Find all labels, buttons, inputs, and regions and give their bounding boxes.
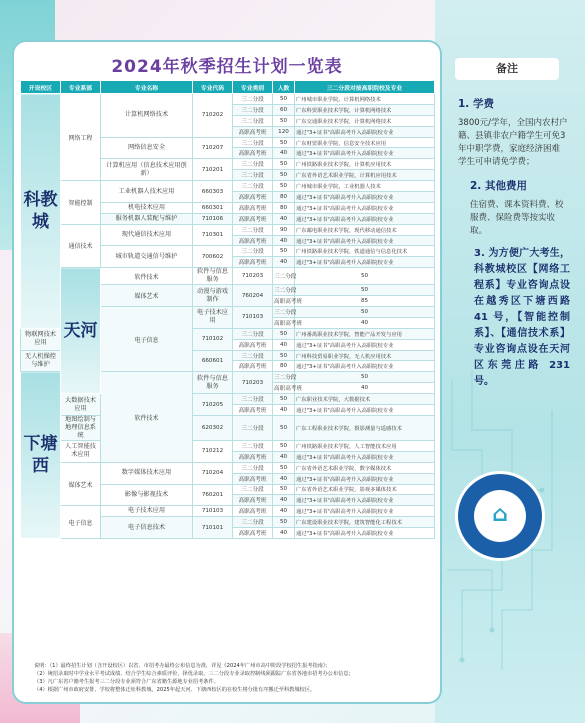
type-cell: 三二分段: [233, 394, 273, 405]
type-cell: 高职高考班: [233, 473, 273, 484]
table-row: [21, 224, 435, 235]
code-cell: 710204: [193, 462, 233, 484]
table-row: [21, 506, 435, 517]
dept-cell: 电子信息: [61, 506, 101, 539]
count-cell: 40: [273, 213, 295, 224]
school-cell: 通过"3+证书"高职高考升入高职院校专业: [295, 473, 435, 484]
code-cell: 760204: [233, 285, 273, 307]
code-cell: 710102: [193, 328, 233, 350]
note-line: （2）统招录取时中学业水平考试成绩、结合学生综合素质评价，择优录取，三二分段专业录取控制线须跟踪广东省各地市招考办公布信息；: [34, 671, 354, 677]
note-line: （4）根据广州市政府安排，学校将整体迁址科教城，2025年起天河、下塘西校区的在校生将分批有序搬迁至科教城校区。: [34, 687, 316, 693]
school-cell: 通过"3+证书"高职高考升入高职院校专业: [295, 202, 435, 213]
count-cell: 50: [273, 159, 295, 170]
school-logo: [458, 474, 542, 558]
type-cell: 高职高考班: [233, 235, 273, 246]
code-cell: 710207: [193, 137, 233, 159]
school-cell: 广州铁路职业技术学院，铁道通信与信息化技术: [295, 246, 435, 257]
type-cell: 高职高考班: [233, 405, 273, 416]
major-cell: 人工智能技术应用: [61, 440, 101, 462]
enrollment-table: [20, 80, 435, 539]
count-cell: 50: [273, 137, 295, 148]
major-cell: 无人机操控与维护: [21, 350, 61, 372]
school-cell: 通过"3+证书"高职高考升入高职院校专业: [295, 257, 435, 268]
school-cell: 广州番禺职业技术学院，智能产品开发与应用: [295, 328, 435, 339]
count-cell: 40: [295, 383, 435, 394]
school-cell: 通过"3+证书"高职高考升入高职院校专业: [295, 528, 435, 539]
count-cell: 50: [273, 170, 295, 181]
type-cell: 高职高考班: [273, 296, 295, 307]
code-cell: 710201: [193, 159, 233, 181]
remark-tuition-body: 3800元/学年，全国内农村户籍、县镇非农户籍学生可免3年中职学费，家庭经济困难学生可申请免学费；: [458, 118, 568, 167]
school-cell: 广东科贸职业技术学院，计算机网络技术: [295, 104, 435, 115]
count-cell: 50: [273, 350, 295, 361]
remark-other-fees-title: 2. 其他费用: [470, 180, 527, 192]
school-cell: 通过"3+证书"高职高考升入高职院校专业: [295, 235, 435, 246]
count-cell: 40: [273, 495, 295, 506]
count-cell: 50: [273, 462, 295, 473]
code-cell: 710202: [193, 94, 233, 138]
type-cell: 三二分段: [233, 104, 273, 115]
school-cell: 广州城市职业学院，工业机器人技术: [295, 181, 435, 192]
dept-cell: 通信技术: [61, 224, 101, 268]
major-cell: 服务机器人装配与维护: [101, 213, 193, 224]
count-cell: 50: [295, 285, 435, 296]
count-cell: 80: [273, 361, 295, 372]
remark-tuition: [458, 96, 568, 169]
table-row: [21, 181, 435, 192]
count-cell: 40: [273, 339, 295, 350]
school-cell: 广东工程职业技术学院，摄影测量与遥感技术: [295, 415, 435, 440]
type-cell: 三二分段: [233, 415, 273, 440]
table-header-row: [21, 81, 435, 94]
type-cell: 高职高考班: [233, 339, 273, 350]
type-cell: 三二分段: [233, 350, 273, 361]
count-cell: 40: [273, 257, 295, 268]
school-cell: 广东职业技术学院，大数据技术: [295, 394, 435, 405]
logo-emblem-icon: ⌂: [492, 502, 508, 527]
count-cell: 50: [295, 372, 435, 383]
count-cell: 50: [273, 246, 295, 257]
major-cell: 地图绘制与地理信息系统: [61, 415, 101, 440]
table-row: [21, 268, 435, 285]
school-cell: 通过"3+证书"高职高考升入高职院校专业: [295, 126, 435, 137]
type-cell: 三二分段: [273, 285, 295, 296]
type-cell: 高职高考班: [273, 383, 295, 394]
table-row: [21, 415, 435, 440]
count-cell: 40: [295, 317, 435, 328]
school-cell: 通过"3+证书"高职高考升入高职院校专业: [295, 506, 435, 517]
col-header-school: 三二分段对接高职院校及专业: [295, 81, 435, 94]
code-cell: 710203: [233, 268, 273, 285]
type-cell: 高职高考班: [233, 202, 273, 213]
code-cell: 710103: [233, 307, 273, 329]
school-cell: 广州科技贸易职业学院，无人机应用技术: [295, 350, 435, 361]
table-row: [21, 440, 435, 451]
count-cell: 50: [273, 484, 295, 495]
major-cell: 城市轨道交通信号维护: [101, 246, 193, 268]
type-cell: 三二分段: [233, 224, 273, 235]
type-cell: 三二分段: [233, 246, 273, 257]
count-cell: 50: [295, 268, 435, 285]
code-cell: 660601: [193, 350, 233, 372]
type-cell: 三二分段: [233, 137, 273, 148]
type-cell: 高职高考班: [233, 126, 273, 137]
remarks-header: 备注: [455, 58, 559, 80]
major-cell: 数字媒体技术应用: [101, 462, 193, 484]
count-cell: 50: [273, 181, 295, 192]
count-cell: 50: [295, 307, 435, 318]
code-cell: 710301: [193, 224, 233, 246]
type-cell: 高职高考班: [233, 192, 273, 203]
remark-consult-points: 3. 为方便广大考生，科教城校区【网络工程系】专业咨询点设在越秀区下塘西路 41 号，【智能控制系】、【通信技术系】专业咨询点设在天河区东莞庄路 231 号。: [474, 248, 570, 387]
count-cell: 50: [273, 440, 295, 451]
count-cell: 40: [273, 235, 295, 246]
count-cell: 120: [273, 126, 295, 137]
type-cell: 高职高考班: [233, 257, 273, 268]
campus-cell: 下塘西: [21, 372, 61, 539]
count-cell: 85: [295, 296, 435, 307]
col-header-major: 专业名称: [101, 81, 193, 94]
type-cell: 高职高考班: [273, 317, 295, 328]
remark-other-fees-body: 住宿费、课本资料费、校服费、保险费等按实收取。: [470, 200, 564, 236]
code-cell: 660303: [193, 181, 233, 203]
count-cell: 90: [273, 224, 295, 235]
dept-cell: 软件技术: [101, 268, 193, 285]
major-cell: 软件与信息服务: [193, 268, 233, 285]
remark-tuition-title: 1. 学费: [458, 98, 494, 110]
count-cell: 40: [273, 451, 295, 462]
dept-cell: 软件技术: [101, 372, 193, 462]
type-cell: 三二分段: [233, 440, 273, 451]
school-cell: 广东省外语艺术职业学院，影视多媒体技术: [295, 484, 435, 495]
type-cell: 三二分段: [233, 159, 273, 170]
school-cell: 通过"3+证书"高职高考升入高职院校专业: [295, 148, 435, 159]
school-cell: 广州城市职业学院，计算机网络技术: [295, 94, 435, 105]
type-cell: 高职高考班: [233, 495, 273, 506]
table-row: [21, 94, 435, 105]
dept-cell: 网络工程: [61, 94, 101, 181]
code-cell: 710203: [233, 372, 273, 394]
type-cell: 三二分段: [233, 328, 273, 339]
type-cell: 高职高考班: [233, 506, 273, 517]
dept-cell: 媒体艺术: [101, 285, 193, 307]
school-cell: 广州铁路职业技术学院，计算机应用技术: [295, 159, 435, 170]
table-row: [21, 462, 435, 473]
code-cell: 710205: [193, 394, 233, 416]
type-cell: 三二分段: [233, 170, 273, 181]
school-cell: 广东交通职业技术学院，计算机网络技术: [295, 115, 435, 126]
count-cell: 40: [273, 148, 295, 159]
type-cell: 高职高考班: [233, 451, 273, 462]
major-cell: 计算机网络技术: [101, 94, 193, 138]
type-cell: 三二分段: [233, 181, 273, 192]
school-cell: 广东省外语艺术职业学院，数字媒体技术: [295, 462, 435, 473]
major-cell: 影像与影视技术: [101, 484, 193, 506]
campus-cell: 科教城: [21, 94, 61, 329]
type-cell: 三二分段: [233, 115, 273, 126]
school-cell: 通过"3+证书"高职高考升入高职院校专业: [295, 192, 435, 203]
type-cell: 三二分段: [233, 462, 273, 473]
code-cell: 700602: [193, 246, 233, 268]
major-cell: 电子技术应用: [193, 307, 233, 329]
major-cell: 软件与信息服务: [193, 372, 233, 394]
type-cell: 三二分段: [233, 517, 273, 528]
type-cell: 高职高考班: [233, 148, 273, 159]
plan-card: [14, 42, 440, 702]
school-cell: 广东财贸职业学院，信息安全技术应用: [295, 137, 435, 148]
code-cell: 710212: [193, 440, 233, 462]
count-cell: 60: [273, 104, 295, 115]
dept-cell: 媒体艺术: [61, 462, 101, 506]
count-cell: 50: [273, 394, 295, 405]
type-cell: 三二分段: [273, 268, 295, 285]
note-line: （3）凡广东省户籍考生报考三二分段专业须符合广东省籍生源地专业招考条件。: [34, 679, 219, 685]
school-cell: 通过"3+证书"高职高考升入高职院校专业: [295, 361, 435, 372]
type-cell: 三二分段: [273, 307, 295, 318]
major-cell: 机电技术应用: [101, 202, 193, 213]
dept-cell: 智能控制: [61, 181, 101, 225]
campus-cell: 天河: [61, 268, 101, 394]
major-cell: 计算机应用（信息技术应用创新）: [101, 159, 193, 181]
count-cell: 50: [273, 94, 295, 105]
col-header-code: 专业代码: [193, 81, 233, 94]
school-cell: 广州铁路职业技术学院，人工智能技术应用: [295, 440, 435, 451]
type-cell: 三二分段: [233, 94, 273, 105]
code-cell: 710106: [193, 213, 233, 224]
school-cell: 通过"3+证书"高职高考升入高职院校专业: [295, 495, 435, 506]
school-cell: 通过"3+证书"高职高考升入高职院校专业: [295, 451, 435, 462]
count-cell: 40: [273, 473, 295, 484]
type-cell: 高职高考班: [233, 528, 273, 539]
dept-cell: 电子信息: [101, 307, 193, 372]
code-cell: 710101: [193, 517, 233, 539]
code-cell: 710103: [193, 506, 233, 517]
major-cell: 大数据技术应用: [61, 394, 101, 416]
major-cell: 动漫与游戏制作: [193, 285, 233, 307]
col-header-count: 人数: [273, 81, 295, 94]
count-cell: 40: [273, 506, 295, 517]
school-cell: 通过"3+证书"高职高考升入高职院校专业: [295, 339, 435, 350]
major-cell: 网络信息安全: [101, 137, 193, 159]
code-cell: 760201: [193, 484, 233, 506]
school-cell: 通过"3+证书"高职高考升入高职院校专业: [295, 213, 435, 224]
note-line: 说明：（1）最终招生计划（含开设校区）以省、市招考办最终公布信息为准，详见《2024年广州市高中阶段学校招生报考指南》；: [34, 663, 331, 669]
major-cell: 物联网技术应用: [21, 328, 61, 350]
col-header-type: 专业类别: [233, 81, 273, 94]
code-cell: 620302: [193, 415, 233, 440]
table-row: [21, 394, 435, 405]
major-cell: 工业机器人技术应用: [101, 181, 193, 203]
count-cell: 80: [273, 192, 295, 203]
school-cell: 广东邮电职业技术学院，现代移动通信技术: [295, 224, 435, 235]
school-cell: 广东省外语艺术职业学院，计算机应用技术: [295, 170, 435, 181]
remark-other-fees: [470, 178, 570, 238]
type-cell: 三二分段: [233, 484, 273, 495]
type-cell: 高职高考班: [233, 361, 273, 372]
col-header-dept: 专业系部: [61, 81, 101, 94]
count-cell: 40: [273, 405, 295, 416]
type-cell: 三二分段: [273, 372, 295, 383]
count-cell: 50: [273, 328, 295, 339]
count-cell: 40: [273, 528, 295, 539]
count-cell: 50: [273, 115, 295, 126]
col-header-campus: 开设校区: [21, 81, 61, 94]
school-cell: 广东建设职业技术学院，建筑智能化工程技术: [295, 517, 435, 528]
count-cell: 80: [273, 202, 295, 213]
code-cell: 660301: [193, 202, 233, 213]
page-title: 2024年秋季招生计划一览表: [111, 57, 343, 77]
count-cell: 50: [273, 517, 295, 528]
logo-center: [474, 490, 526, 542]
school-cell: 通过"3+证书"高职高考升入高职院校专业: [295, 405, 435, 416]
major-cell: 电子信息技术: [101, 517, 193, 539]
type-cell: 高职高考班: [233, 213, 273, 224]
count-cell: 50: [273, 415, 295, 440]
notes-block: [34, 662, 446, 694]
major-cell: 电子技术应用: [101, 506, 193, 517]
major-cell: 现代通信技术应用: [101, 224, 193, 246]
